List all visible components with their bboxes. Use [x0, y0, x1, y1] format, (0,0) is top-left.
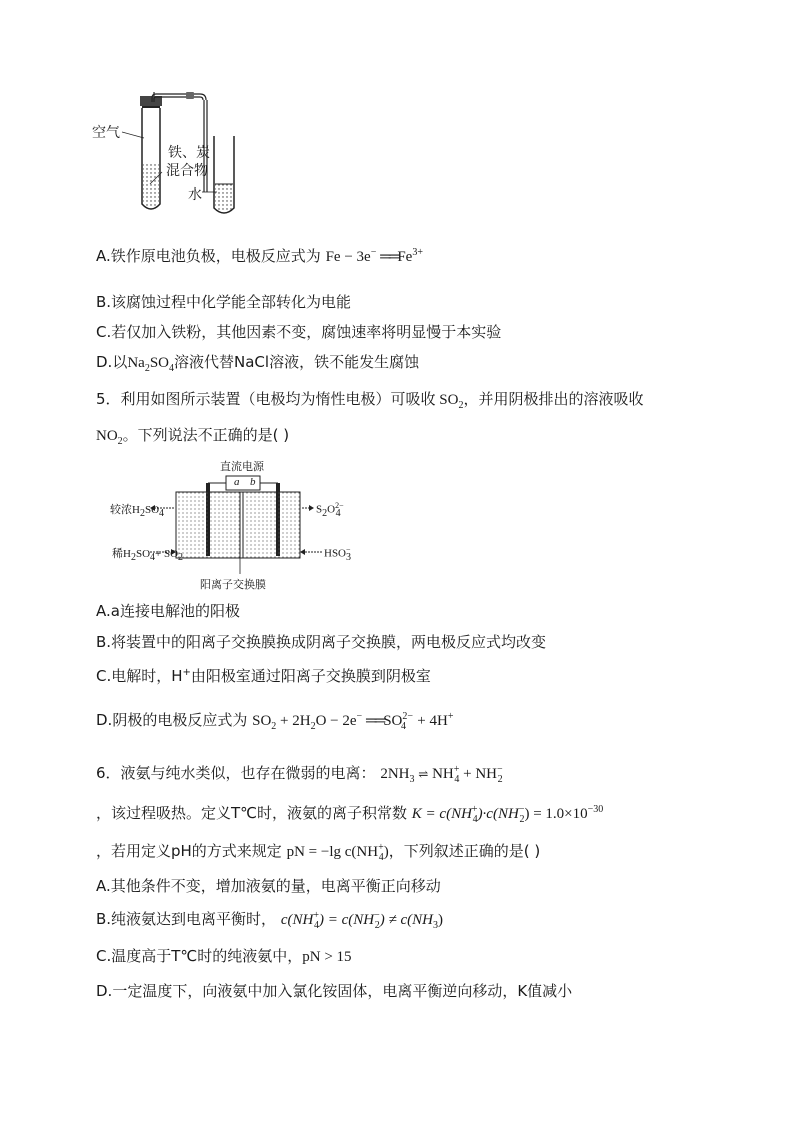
label-air: 空气 — [92, 125, 120, 141]
q6-option-a: A.其他条件不变，增加液氨的量，电离平衡正向移动 — [96, 877, 441, 895]
q5-option-d: D.阴极的电极反应式为 $SO_2 + 2H_2O - 2e^-$ $══SO^{2-}_4$ + 4H+ — [96, 711, 454, 732]
q6-stem-line-2: ，该过程吸热。定义T℃时，液氨的离子积常数 $K = c(NH^+_4)\cdot c(NH^-_2) = 1.0\times 10^{-30}$ — [96, 804, 604, 825]
label-electrode-b: b — [250, 476, 256, 488]
q4-option-d: D.以$Na_2SO_4$溶液代替NaCl溶液，铁不能发生腐蚀 — [96, 353, 420, 374]
label-hso3: $HSO_3^-$ — [324, 545, 352, 563]
q6-option-d: D.一定温度下，向液氨中加入氯化铵固体，电离平衡逆向移动，K值减小 — [96, 982, 573, 1000]
label-iron-carbon: 铁、炭 — [168, 145, 210, 161]
q5-stem-line-2: $NO_2$。下列说法不正确的是( ) — [96, 426, 290, 447]
label-dilute-h2so4-so2: 稀$H_2SO_4+ SO_2$ — [112, 548, 184, 564]
q5-stem-line-1: 5．利用如图所示装置（电极均为惰性电极）可吸收 $SO_2$，并用阴极排出的溶液吸收 — [96, 390, 644, 411]
corrosion-apparatus-figure — [90, 92, 250, 220]
q4-a-text: A.铁作原电池负极，电极反应式为 — [96, 247, 321, 265]
electrolysis-figure — [110, 456, 370, 594]
label-s2o4: $S_2O^{2-}_4$ — [316, 501, 344, 519]
q6-option-c: C.温度高于T℃时的纯液氨中，pN > 15 — [96, 947, 352, 965]
q4-option-c: C.若仅加入铁粉，其他因素不变，腐蚀速率将明显慢于本实验 — [96, 323, 502, 341]
q6-option-b: B.纯液氨达到电离平衡时， $c(NH^+_4) = c(NH^-_2) \ne c(NH_3)$ — [96, 910, 443, 931]
label-dc-power: 直流电源 — [220, 460, 264, 473]
label-conc-h2so4: 较浓$H_2SO_4$ — [110, 504, 165, 520]
label-mixture: 混合物 — [166, 163, 208, 179]
q4-option-b: B.该腐蚀过程中化学能全部转化为电能 — [96, 293, 352, 311]
label-cation-membrane: 阳离子交换膜 — [200, 578, 266, 591]
q5-option-c: C.电解时，H+由阳极室通过阳离子交换膜到阴极室 — [96, 667, 431, 685]
label-water: 水 — [188, 187, 202, 203]
q4-a-formula: Fe − 3e− $══Fe^{3+}$ — [325, 247, 423, 265]
q6-stem-line-1: 6．液氨与纯水类似，也存在微弱的电离： $2NH_3$ ⇌ $NH^+_4 + NH^-_2$ — [96, 764, 503, 785]
electrolysis-drawing — [110, 456, 370, 594]
q6-stem-line-3: ，若用定义pH的方式来规定 pN = −lg $c(NH^+_4)$，下列叙述正确的是( ) — [96, 842, 541, 863]
q4-option-a — [96, 243, 423, 267]
label-electrode-a: a — [234, 476, 240, 488]
q5-option-b: B.将装置中的阳离子交换膜换成阴离子交换膜，两电极反应式均改变 — [96, 633, 547, 651]
q5-option-a: A.a连接电解池的阳极 — [96, 602, 240, 620]
